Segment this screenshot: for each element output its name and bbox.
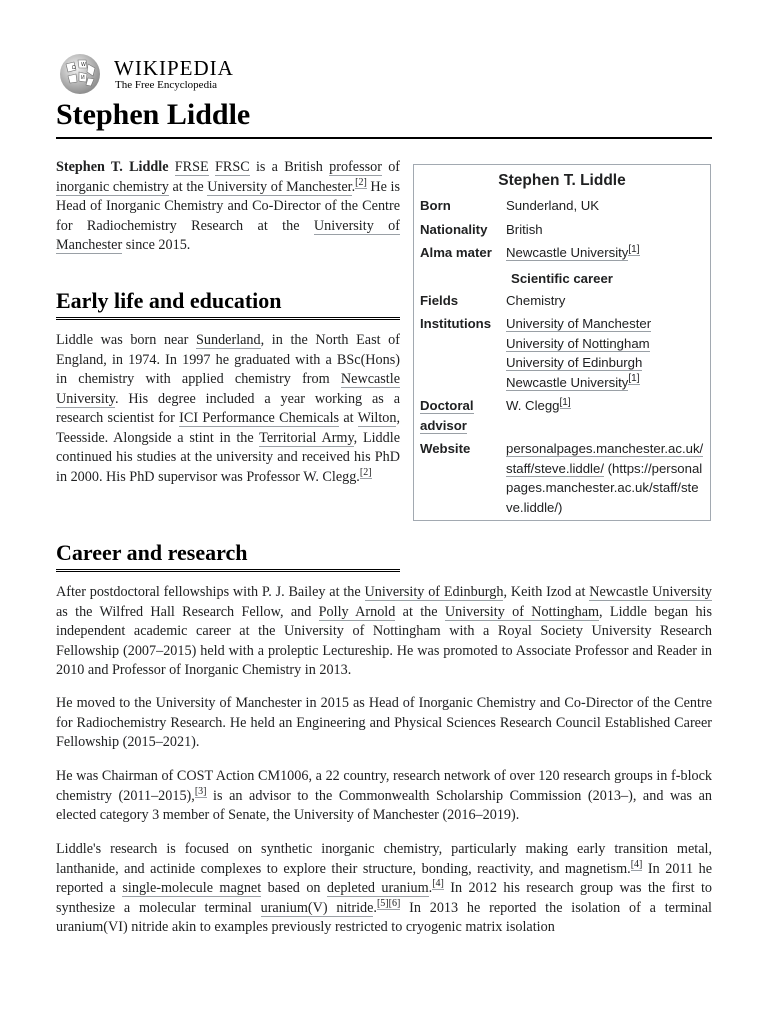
text: is a British xyxy=(249,159,330,175)
ref-4b[interactable]: [4] xyxy=(432,878,444,890)
heading-career: Career and research xyxy=(56,540,400,572)
infobox-value: British xyxy=(506,221,543,237)
text: , Liddle began his independent academic career at the University of Nottingham with a Royal Society University Research Fellowship (2007–2015) held with a proleptic Lectureship. He was promoted to Associate Professor and Reader in 2010 and Professor of Inorganic Chemistry in 2013. xyxy=(56,603,713,678)
svg-text:W: W xyxy=(81,62,86,68)
svg-text:Ω: Ω xyxy=(72,65,76,71)
label-advisor: advisor xyxy=(420,417,467,433)
text: He was Chairman of COST Action CM1006, a 22 country, research network of over 120 research groups in f-block chemistry (2011–2015), xyxy=(56,768,712,804)
career-paragraph-2: He moved to the University of Manchester in 2015 as Head of Inorganic Chemistry and Co-Director of the Centre for Radiochemistry Research. He held an Engineering and Physical Sciences Research Council Established Career Fellowship (2015–2021). xyxy=(56,695,712,750)
link-university-of-manchester-2[interactable]: University of Manchester xyxy=(56,217,400,253)
infobox-title: Stephen T. Liddle xyxy=(498,172,626,189)
infobox-row-doctoral-advisor xyxy=(414,396,710,435)
text: Liddle's research is focused on synthetic inorganic chemistry, particularly making early transition metal, lanthanide, and actinide complexes to explore their structure, bonding, reactivity, and magnetism. xyxy=(56,841,712,877)
infobox-label: Born xyxy=(420,198,451,213)
infobox-value xyxy=(506,243,704,263)
infobox-label: Institutions xyxy=(420,316,492,331)
link-wilton[interactable]: Wilton xyxy=(357,410,397,426)
link-uranium-v-nitride[interactable]: uranium(V) nitride xyxy=(260,899,374,916)
text: . xyxy=(373,899,377,916)
infobox-value xyxy=(506,314,704,392)
label-doctoral: Doctoral xyxy=(420,398,474,413)
link-inst-manchester[interactable]: University of Manchester xyxy=(506,316,652,331)
text: , Keith Izod at xyxy=(503,584,590,600)
link-university-of-manchester[interactable]: University of Manchester xyxy=(207,178,352,195)
career-paragraph-4 xyxy=(56,840,712,938)
ref-1-advisor[interactable]: [1] xyxy=(559,396,571,408)
ref-1-alma[interactable]: [1] xyxy=(628,243,640,255)
site-header xyxy=(56,52,356,94)
infobox-row-nationality xyxy=(414,220,710,240)
infobox-label: Alma mater xyxy=(420,245,492,260)
early-life-paragraph xyxy=(56,331,400,487)
infobox-value xyxy=(506,396,704,435)
svg-text:И: И xyxy=(81,75,85,81)
subject-name: Stephen T. Liddle xyxy=(56,159,169,175)
link-newcastle-university[interactable]: Newcastle University xyxy=(56,371,400,407)
text: After postdoctoral fellowships with P. J. Bailey at the xyxy=(56,584,365,600)
infobox-label xyxy=(420,396,506,435)
text: , Teesside. Alongside a stint in the xyxy=(56,410,401,446)
text: . xyxy=(428,880,433,896)
link-ici-performance-chemicals[interactable]: ICI Performance Chemicals xyxy=(179,410,340,426)
text: In 2011 he reported a xyxy=(56,860,712,896)
ref-5[interactable]: [5] xyxy=(376,897,389,909)
link-inst-edinburgh[interactable]: University of Edinburgh xyxy=(506,355,643,370)
text: , in the North East of England, in 1974. In 1997 he graduated with a BSc(Hons) in chemistry with applied chemistry from xyxy=(56,332,400,387)
intro-paragraph xyxy=(56,158,400,256)
link-inorganic-chemistry[interactable]: inorganic chemistry xyxy=(56,178,169,195)
ref-4a[interactable]: [4] xyxy=(630,858,643,870)
text: at xyxy=(339,410,358,426)
text: In 2012 his research group was the first to synthesize a molecular terminal xyxy=(56,880,712,916)
infobox-value: Chemistry xyxy=(506,292,566,308)
infobox-label: Website xyxy=(420,441,471,456)
text: of xyxy=(381,159,401,175)
text: . xyxy=(351,178,356,195)
ref-1-inst[interactable]: [1] xyxy=(628,373,640,385)
infobox-row-alma-mater xyxy=(414,243,710,263)
link-single-molecule-magnet[interactable]: single-molecule magnet xyxy=(122,880,262,896)
link-university-of-nottingham[interactable]: University of Nottingham xyxy=(444,603,600,620)
text: He is Head of Inorganic Chemistry and Co-Director of the Centre for Radiochemistry Research at the xyxy=(56,178,400,234)
link-frsc[interactable]: FRSC xyxy=(214,159,250,175)
infobox-row-website xyxy=(414,439,710,517)
link-frse[interactable]: FRSE xyxy=(174,159,209,175)
text: Liddle was born near xyxy=(56,332,196,348)
ref-2[interactable]: [2] xyxy=(355,176,367,188)
link-inst-newcastle[interactable]: Newcastle University xyxy=(506,374,629,390)
text: based on xyxy=(261,880,327,896)
infobox-value: Sunderland, UK xyxy=(506,198,600,213)
text: , Liddle continued his studies at the university and received his PhD in 2000. His PhD supervisor was Professor W. Clegg. xyxy=(56,429,400,485)
ref-6[interactable]: [6] xyxy=(388,897,401,909)
link-territorial-army[interactable]: Territorial Army xyxy=(259,429,354,446)
heading-early-life: Early life and education xyxy=(56,288,400,320)
link-newcastle-university-2[interactable]: Newcastle University xyxy=(589,584,713,600)
infobox-row-born xyxy=(414,196,710,216)
infobox-label: Nationality xyxy=(420,221,488,237)
text: at the xyxy=(168,178,208,195)
infobox-row-fields xyxy=(414,291,710,311)
website-full-url: (https://personalpages.manchester.ac.uk/staff/steve.liddle/) xyxy=(506,460,703,515)
ref-2-early[interactable]: [2] xyxy=(359,466,372,478)
link-alma-newcastle[interactable]: Newcastle University xyxy=(506,245,629,260)
text: at the xyxy=(395,603,445,620)
link-sunderland[interactable]: Sunderland xyxy=(196,332,261,348)
link-depleted-uranium[interactable]: depleted uranium xyxy=(326,880,429,896)
ref-3[interactable]: [3] xyxy=(194,785,207,797)
text: . His degree included a year working as a research scientist for xyxy=(56,390,400,426)
advisor-name: W. Clegg xyxy=(506,398,560,413)
link-inst-nottingham[interactable]: University of Nottingham xyxy=(506,335,650,351)
link-polly-arnold[interactable]: Polly Arnold xyxy=(318,603,396,620)
infobox-label: Fields xyxy=(420,292,459,308)
wikipedia-wordmark[interactable]: WIKIPEDIA xyxy=(114,56,234,80)
infobox-row-institutions xyxy=(414,314,710,392)
link-website[interactable]: personalpages.manchester.ac.uk/staff/steve.liddle/ xyxy=(506,441,704,476)
text: is an advisor to the Commonwealth Scholarship Commission (2013–), and was an elected category 3 member of Senate, the University of Manchester (2016–2019). xyxy=(56,787,712,823)
link-university-of-edinburgh[interactable]: University of Edinburgh xyxy=(364,584,504,600)
infobox xyxy=(413,164,711,521)
career-paragraph-1 xyxy=(56,583,712,681)
link-professor[interactable]: professor xyxy=(329,159,382,175)
infobox-section-scientific-career: Scientific career xyxy=(511,270,613,286)
text: as the Wilfred Hall Research Fellow, and xyxy=(56,603,319,620)
page-title: Stephen Liddle xyxy=(56,96,712,139)
wikipedia-tagline: The Free Encyclopedia xyxy=(115,79,218,91)
infobox-value xyxy=(506,439,704,517)
career-paragraph-3 xyxy=(56,767,712,826)
text: since 2015. xyxy=(122,237,191,253)
wikipedia-globe-icon[interactable] xyxy=(56,52,104,96)
text: In 2013 he reported the isolation of a terminal uranium(VI) nitride akin to examples previously restricted to cryogenic matrix isolation xyxy=(56,899,712,935)
